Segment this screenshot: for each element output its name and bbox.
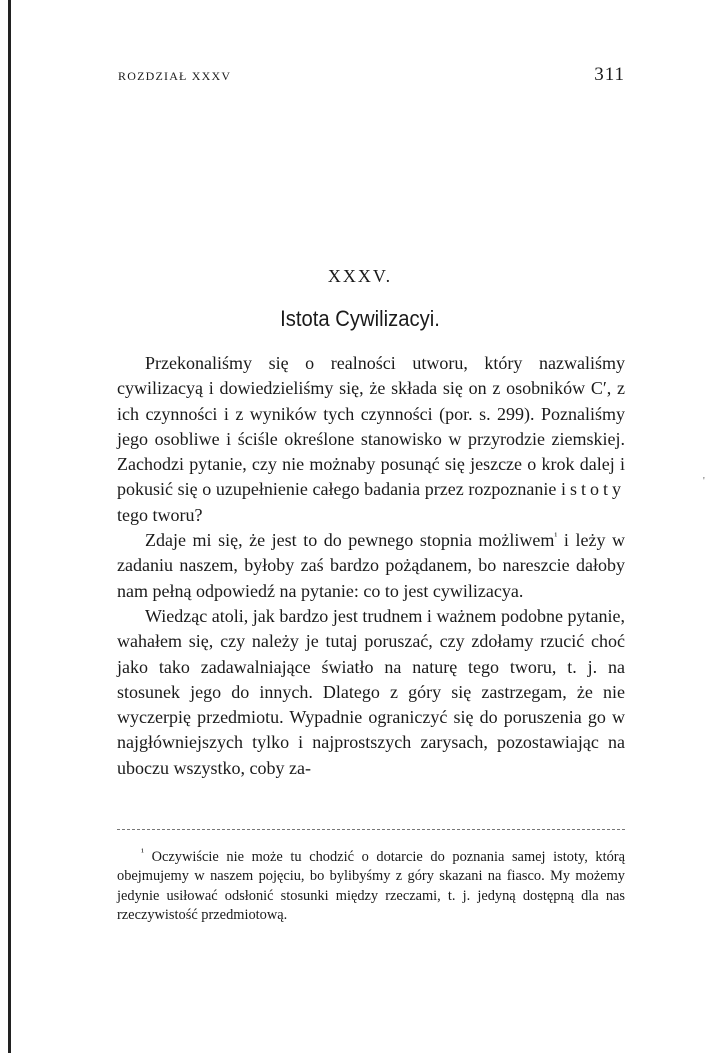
- margin-mark: ': [703, 476, 705, 487]
- emphasis-istoty: istoty: [560, 479, 625, 500]
- paragraph-3: Wiedząc atoli, jak bardzo jest trudnem i ważnem podobne pytanie, wahałem się, czy należy je tutaj poruszać, czy zdołamy rzucić choć jako tako zadawalniające światło na naturę tego tworu, t. j. na stosunek jego do innych. Dlatego z góry się zastrzegam, że nie wyczerpię przedmiotu. Wypadnie ograniczyć się do poruszenia go w najgłówniejszych tylko i najprostszych zarysach, pozostawiając na uboczu wszystko, coby za-: [117, 605, 625, 778]
- running-header: [118, 64, 625, 86]
- paragraph-1-end: tego tworu?: [117, 504, 203, 525]
- paragraph-1-text: Przekonaliśmy się o realności utworu, który nazwaliśmy cywilizacyą i dowiedzieliśmy się, że składa się on z osobników C′, z ich czynności i z wyników tych czynności (por. s. 299). Poznaliśmy jego osobliwe i ściśle określone stanowisko w przyrodzie ziemskiej. Zachodzi pytanie, czy nie możnaby posunąć się jeszcze o krok dalej i pokusić się o uzupełnienie całego badania przez rozpoznanie: [117, 353, 625, 500]
- footnote-text: Oczywiście nie może tu chodzić o dotarcie do poznania samej istoty, którą obejmujemy w naszem pojęciu, bo bylibyśmy z góry skazani na fiasco. My możemy jedynie usiłować odsłonić stosunki między rzeczami, t. j. jedyną dostępną dla nas rzeczywistość przedmiotową.: [117, 849, 625, 924]
- body-text: [117, 351, 625, 781]
- footnote-reference: ¹: [554, 531, 558, 543]
- chapter-number: XXXV.: [327, 266, 393, 286]
- page-number: 311: [594, 64, 625, 85]
- chapter-title: Istota Cywilizacyi.: [280, 306, 440, 331]
- footnote-divider: [117, 829, 625, 830]
- footnote-marker: ¹: [141, 847, 144, 859]
- paragraph-2: [117, 528, 625, 604]
- running-title: ROZDZIAŁ XXXV: [118, 69, 232, 83]
- footnote: [117, 848, 625, 926]
- paragraph-2-text: Zdaje mi się, że jest to do pewnego stopnia możliwem: [145, 530, 555, 551]
- page-left-edge: [8, 0, 11, 1053]
- paragraph-1: [117, 351, 625, 528]
- paragraph-2-end: i leży w zadaniu naszem, byłoby zaś bardzo pożądanem, bo nareszcie dałoby nam pełną odpowiedź na pytanie: co to jest cywilizacya.: [117, 530, 626, 601]
